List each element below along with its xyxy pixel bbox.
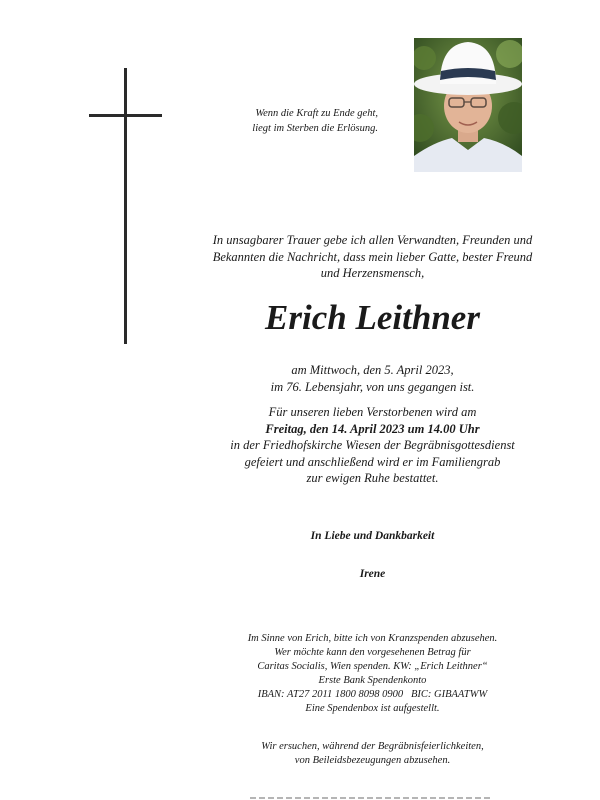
- deceased-name: Erich Leithner: [265, 298, 480, 337]
- funeral-line: Für unseren lieben Verstorbenen wird am: [268, 405, 477, 419]
- intro-line: In unsagbarer Trauer gebe ich allen Verwandten, Freunden und: [212, 233, 533, 247]
- closing-phrase: In Liebe und Dankbarkeit: [310, 530, 435, 542]
- donation-line: Wer möchte kann den vorgesehenen Betrag für: [274, 647, 471, 658]
- portrait-photo: [414, 38, 522, 172]
- request-line: von Beileidsbezeugungen abzusehen.: [294, 755, 451, 766]
- intro-line: und Herzensmensch,: [320, 266, 425, 280]
- cross-vertical-bar: [124, 68, 127, 344]
- funeral-date: Freitag, den 14. April 2023 um 14.00 Uhr: [265, 421, 480, 436]
- request-line: Wir ersuchen, während der Begräbnisfeierlichkeiten,: [261, 741, 484, 752]
- donation-line: Im Sinne von Erich, bitte ich von Kranzspenden abzusehen.: [247, 633, 498, 644]
- funeral-line: gefeiert und anschließend wird er im Familiengrab: [244, 454, 501, 469]
- donation-iban: IBAN: AT27 2011 1800 8098 0900 BIC: GIBAATWW: [257, 689, 488, 700]
- motto-line: Wenn die Kraft zu Ende geht,: [255, 108, 378, 119]
- announcement-intro: [190, 232, 555, 282]
- funeral-line: zur ewigen Ruhe bestattet.: [306, 471, 439, 485]
- signer-name: Irene: [359, 568, 386, 580]
- death-details: [190, 362, 555, 395]
- intro-line: Bekannten die Nachricht, dass mein lieber Gatte, bester Freund: [212, 249, 533, 264]
- motto-line: liegt im Sterben die Erlösung.: [252, 123, 378, 134]
- cross-horizontal-bar: [89, 114, 162, 117]
- donation-line: Eine Spendenbox ist aufgestellt.: [305, 703, 440, 714]
- cropped-footer-line: [250, 794, 490, 800]
- death-line: im 76. Lebensjahr, von uns gegangen ist.: [270, 379, 475, 394]
- donation-line: Caritas Socialis, Wien spenden. KW: „Erich Leithner“: [257, 661, 488, 672]
- donation-line: Erste Bank Spendenkonto: [318, 675, 427, 686]
- funeral-line: in der Friedhofskirche Wiesen der Begräbnisgottesdienst: [230, 438, 515, 452]
- death-line: am Mittwoch, den 5. April 2023,: [291, 363, 454, 377]
- motto: [222, 106, 378, 136]
- funeral-details: [190, 404, 555, 487]
- donation-notice: [190, 632, 555, 716]
- condolence-request: [190, 740, 555, 768]
